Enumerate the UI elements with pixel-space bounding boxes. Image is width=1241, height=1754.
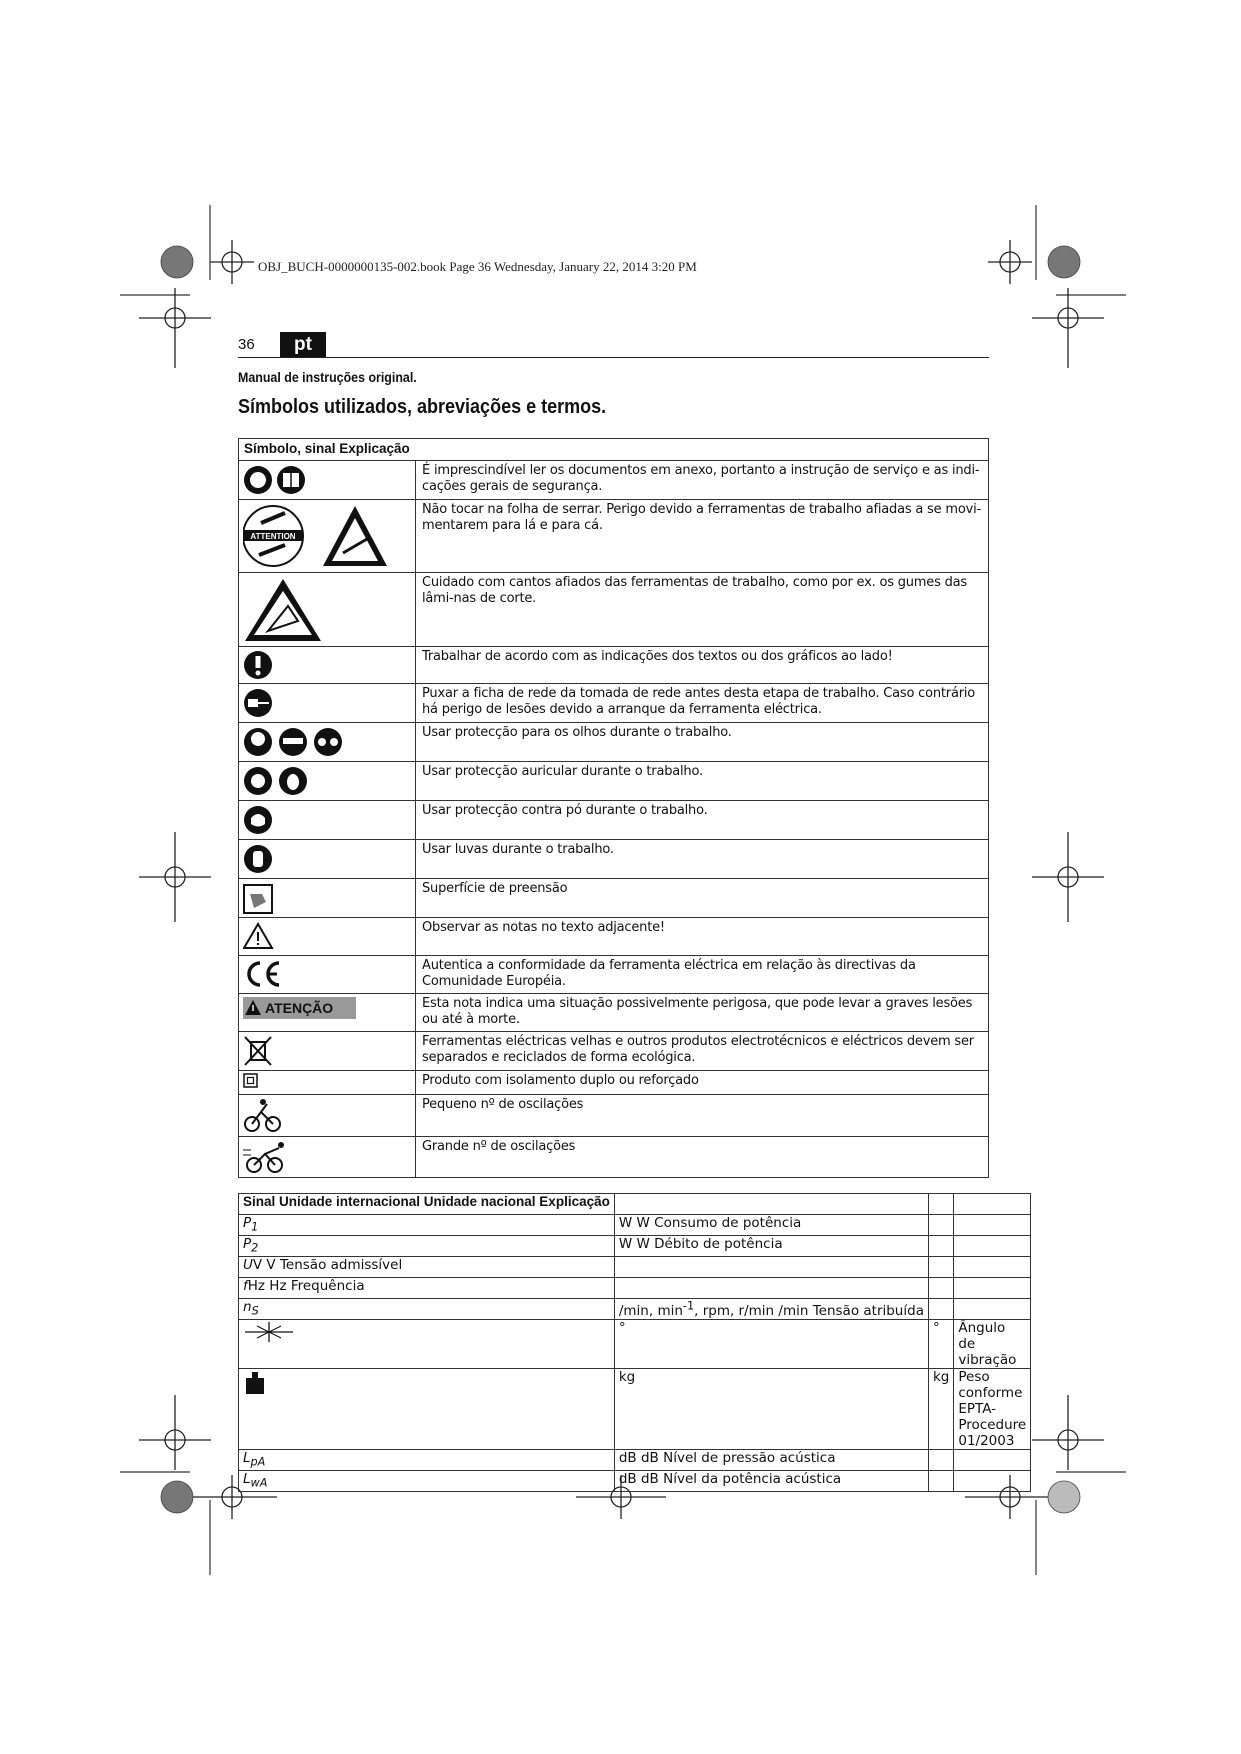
warning-cut-icon	[243, 576, 323, 643]
explanation: Produto com isolamento duplo ou reforçado	[416, 1071, 989, 1095]
symbols-table	[238, 438, 989, 1178]
manual-icon	[243, 464, 313, 496]
gloves-icon	[243, 843, 275, 875]
goggles-icon	[243, 726, 343, 758]
table-row	[239, 647, 989, 684]
earmuffs-icon	[243, 765, 311, 797]
table-row	[239, 461, 989, 500]
atencao-badge-text: ATENÇÃO	[265, 1000, 334, 1016]
double-insulation-icon	[243, 1073, 259, 1089]
table-row	[239, 956, 989, 994]
unplug-icon	[243, 687, 275, 719]
language-badge: pt	[280, 332, 326, 357]
explanation: Usar luvas durante o trabalho.	[416, 840, 989, 879]
table-row	[239, 1095, 989, 1137]
table-row	[239, 1071, 989, 1095]
explanation: Cuidado com cantos afiados das ferramentas de trabalho, como por ex. os gumes das lâmi-nas de corte.	[416, 573, 989, 647]
table-row: ° ° Ângulo de vibração	[239, 1320, 1031, 1369]
explanation: Usar protecção contra pó durante o trabalho.	[416, 801, 989, 840]
symbols-table-header: Símbolo, sinal Explicação	[239, 439, 989, 461]
table-row: kg kg Peso conforme EPTA-Procedure 01/2003	[239, 1369, 1031, 1450]
weight-icon	[243, 1369, 267, 1395]
table-row	[239, 918, 989, 956]
explanation: Autentica a conformidade da ferramenta eléctrica em relação às directivas da Comunidade Européia.	[416, 956, 989, 994]
grip-surface-icon	[243, 882, 275, 914]
ce-mark-icon	[243, 959, 283, 989]
manual-subtitle: Manual de instruções original.	[238, 370, 417, 385]
explanation: Usar protecção para os olhos durante o trabalho.	[416, 723, 989, 762]
table-row	[239, 840, 989, 879]
explanation: Usar protecção auricular durante o trabalho.	[416, 762, 989, 801]
table-row: UV V Tensão admissível	[239, 1257, 1031, 1278]
warning-triangle-icon	[243, 921, 275, 951]
explanation: Grande nº de oscilações	[416, 1137, 989, 1178]
attention-blade-icon	[243, 503, 393, 569]
explanation: Pequeno nº de oscilações	[416, 1095, 989, 1137]
explanation: Esta nota indica uma situação possivelmente perigosa, que pode levar a graves lesões ou até à morte.	[416, 994, 989, 1032]
table-row	[239, 573, 989, 647]
explanation: Puxar a ficha de rede da tomada de rede antes desta etapa de trabalho. Caso contrário há perigo de lesões devido a arranque da ferramenta eléctrica.	[416, 684, 989, 723]
attention-badge-text: ATTENTION	[250, 532, 296, 541]
explanation: Observar as notas no texto adjacente!	[416, 918, 989, 956]
explanation: Ferramentas eléctricas velhas e outros produtos electrotécnicos e eléctricos devem ser separados e reciclados de forma ecológica.	[416, 1032, 989, 1071]
header-rule	[238, 357, 989, 358]
table-row: $n_S$ /min, $\min^{-1}$, rpm, r/min /min Tensão atribuída	[239, 1299, 1031, 1320]
exclamation-icon	[243, 650, 275, 680]
attention-label-icon	[243, 997, 358, 1021]
table-row: $L_{wA}$ dB dB Nível da potência acústica	[239, 1471, 1031, 1492]
table-row: fHz Hz Frequência	[239, 1278, 1031, 1299]
table-row	[239, 500, 989, 573]
slow-cyclist-icon	[243, 1098, 283, 1132]
weee-bin-icon	[243, 1035, 275, 1067]
page-number: 36	[238, 336, 255, 353]
dust-mask-icon	[243, 804, 275, 836]
units-table	[238, 1193, 1031, 1492]
page-title: Símbolos utilizados, abreviações e termos.	[238, 396, 607, 418]
units-table-header: Sinal Unidade internacional Unidade nacional Explicação	[239, 1194, 615, 1215]
explanation: É imprescindível ler os documentos em anexo, portanto a instrução de serviço e as indi-cações gerais de segurança.	[416, 461, 989, 500]
explanation: Superfície de preensão	[416, 879, 989, 918]
table-row	[239, 1137, 989, 1178]
table-row	[239, 879, 989, 918]
table-row: $L_{pA}$ dB dB Nível de pressão acústica	[239, 1450, 1031, 1471]
print-header: OBJ_BUCH-0000000135-002.book Page 36 Wednesday, January 22, 2014 3:20 PM	[258, 259, 697, 274]
table-row	[239, 723, 989, 762]
table-row: $P_1$ W W Consumo de potência	[239, 1215, 1031, 1236]
table-row	[239, 684, 989, 723]
table-row	[239, 1032, 989, 1071]
table-row	[239, 994, 989, 1032]
explanation: Não tocar na folha de serrar. Perigo devido a ferramentas de trabalho afiadas a se movi-mentarem para lá e para cá.	[416, 500, 989, 573]
fast-cyclist-icon	[243, 1140, 287, 1174]
vibration-angle-icon	[243, 1320, 295, 1344]
table-row: $P_2$ W W Débito de potência	[239, 1236, 1031, 1257]
explanation: Trabalhar de acordo com as indicações dos textos ou dos gráficos ao lado!	[416, 647, 989, 684]
table-row	[239, 762, 989, 801]
table-row	[239, 801, 989, 840]
